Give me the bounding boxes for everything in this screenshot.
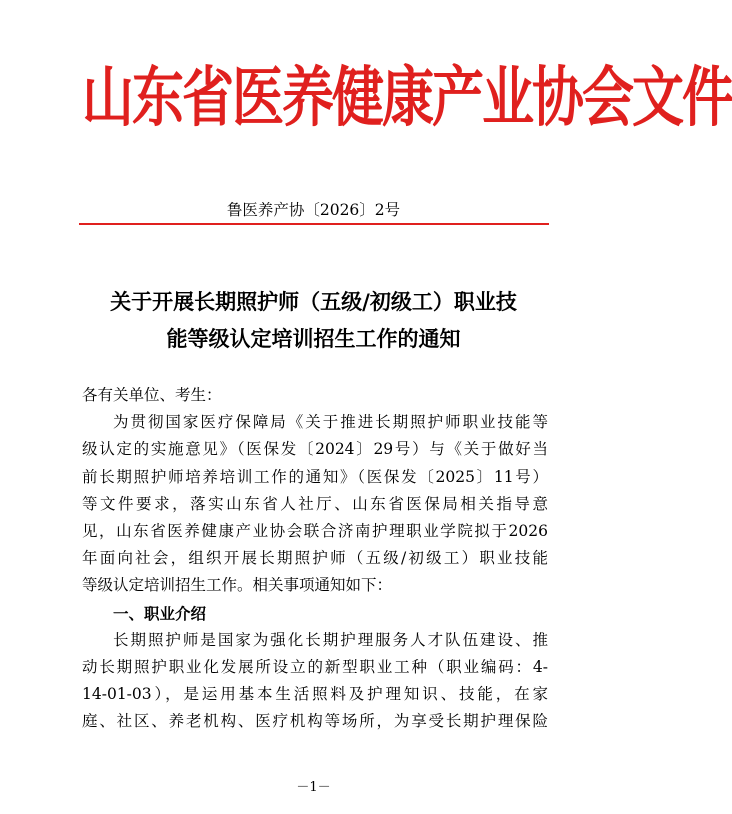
red-divider-line — [79, 223, 549, 225]
paragraph-line: 等级认定培训招生工作。相关事项通知如下： — [82, 576, 393, 595]
paragraph-line: 年面向社会，组织开展长期照护师（五级/初级工）职业技能 — [82, 549, 548, 568]
salutation: 各有关单位、考生： — [82, 386, 222, 404]
paragraph-line: 级认定的实施意见》（医保发〔2024〕29号）与《关于做好当 — [82, 440, 548, 459]
document-number: 鲁医养产协〔2026〕2号 — [226, 201, 401, 219]
paragraph-line: 动长期照护职业化发展所设立的新型职业工种（职业编码：4- — [82, 657, 548, 676]
paragraph-line: 等文件要求，落实山东省人社厅、山东省医保局相关指导意 — [82, 494, 548, 513]
title-line-1: 关于开展长期照护师（五级/初级工）职业技 — [110, 289, 517, 314]
paragraph-line: 庭、社区、养老机构、医疗机构等场所，为享受长期护理保险 — [82, 712, 548, 731]
section-heading: 一、职业介绍 — [113, 603, 207, 623]
org-letterhead — [82, 59, 732, 136]
org-letterhead-text: 山东省医养健康产业协会文件 — [82, 59, 732, 136]
paragraph-line: 为贯彻国家医疗保障局《关于推进长期照护师职业技能等 — [113, 413, 548, 432]
document-title — [60, 283, 567, 357]
title-line-2: 能等级认定培训招生工作的通知 — [166, 326, 461, 351]
paragraph-line: 长期照护师是国家为强化长期护理服务人才队伍建设、推 — [113, 630, 548, 649]
paragraph-line: 14-01-03），是运用基本生活照料及护理知识、技能，在家 — [82, 685, 548, 704]
page-number: －1－ — [296, 780, 331, 795]
paragraph-line: 前长期照护师培养培训工作的通知》（医保发〔2025〕11号） — [82, 467, 548, 486]
paragraph-line: 见，山东省医养健康产业协会联合济南护理职业学院拟于2026 — [82, 521, 548, 540]
document-body — [82, 382, 548, 735]
